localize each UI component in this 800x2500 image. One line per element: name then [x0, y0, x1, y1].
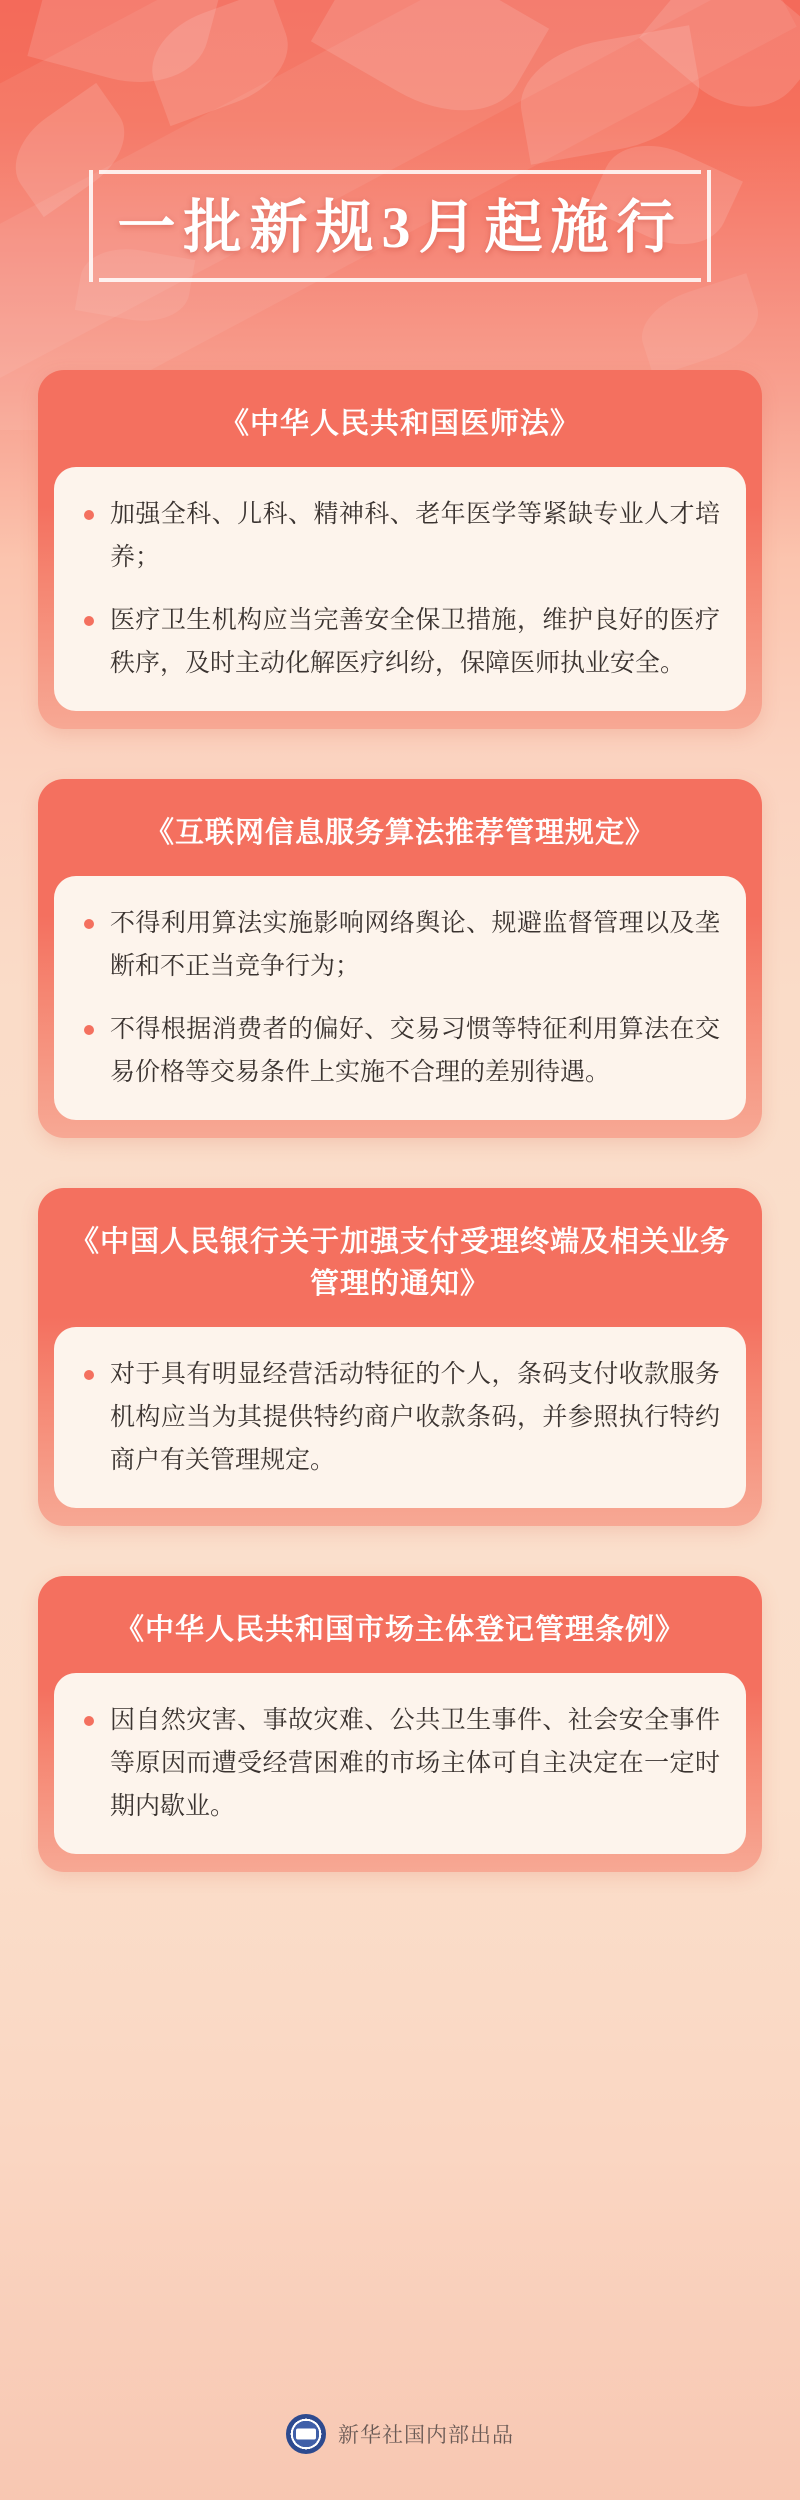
leaf-icon [311, 0, 549, 141]
leaf-icon [27, 0, 222, 100]
point-list [80, 902, 720, 1094]
footer [0, 2414, 800, 2454]
leaf-icon [632, 273, 768, 377]
footer-text: 新华社国内部出品 [338, 2423, 514, 2447]
point-list [80, 1353, 720, 1482]
card-body [54, 467, 746, 711]
regulation-card [38, 1188, 762, 1525]
poster-title-wrap [0, 170, 800, 282]
regulation-card [38, 1576, 762, 1872]
page-title: 一批新规3月起施行 [99, 170, 700, 282]
regulation-card [38, 779, 762, 1138]
list-item: 对于具有明显经营活动特征的个人，条码支付收款服务机构应当为其提供特约商户收款条码，并参照执行特约商户有关管理规定。 [80, 1353, 720, 1482]
card-body [54, 1327, 746, 1508]
point-list [80, 493, 720, 685]
card-body [54, 876, 746, 1120]
leaf-icon [138, 0, 302, 126]
card-heading: 《互联网信息服务算法推荐管理规定》 [144, 817, 655, 850]
card-heading: 《中华人民共和国市场主体登记管理条例》 [114, 1613, 685, 1646]
list-item: 不得利用算法实施影响网络舆论、规避监督管理以及垄断和不正当竞争行为； [80, 902, 720, 988]
list-item: 因自然灾害、事故灾难、公共卫生事件、社会安全事件等原因而遭受经营困难的市场主体可自主决定在一定时期内歇业。 [80, 1699, 720, 1828]
card-heading: 《中国人民银行关于加强支付受理终端及相关业务管理的通知》 [70, 1226, 731, 1300]
card-body [54, 1673, 746, 1854]
list-item: 医疗卫生机构应当完善安全保卫措施，维护良好的医疗秩序，及时主动化解医疗纠纷，保障医师执业安全。 [80, 599, 720, 685]
xinhua-emblem-icon [286, 2414, 326, 2454]
list-item: 加强全科、儿科、精神科、老年医学等紧缺专业人才培养； [80, 493, 720, 579]
point-list [80, 1699, 720, 1828]
leaf-icon [512, 25, 708, 165]
regulation-card-list [38, 370, 762, 1922]
leaf-icon [639, 0, 800, 134]
card-heading: 《中华人民共和国医师法》 [219, 408, 580, 440]
list-item: 不得根据消费者的偏好、交易习惯等特征利用算法在交易价格等交易条件上实施不合理的差别待遇。 [80, 1008, 720, 1094]
regulation-card [38, 370, 762, 729]
